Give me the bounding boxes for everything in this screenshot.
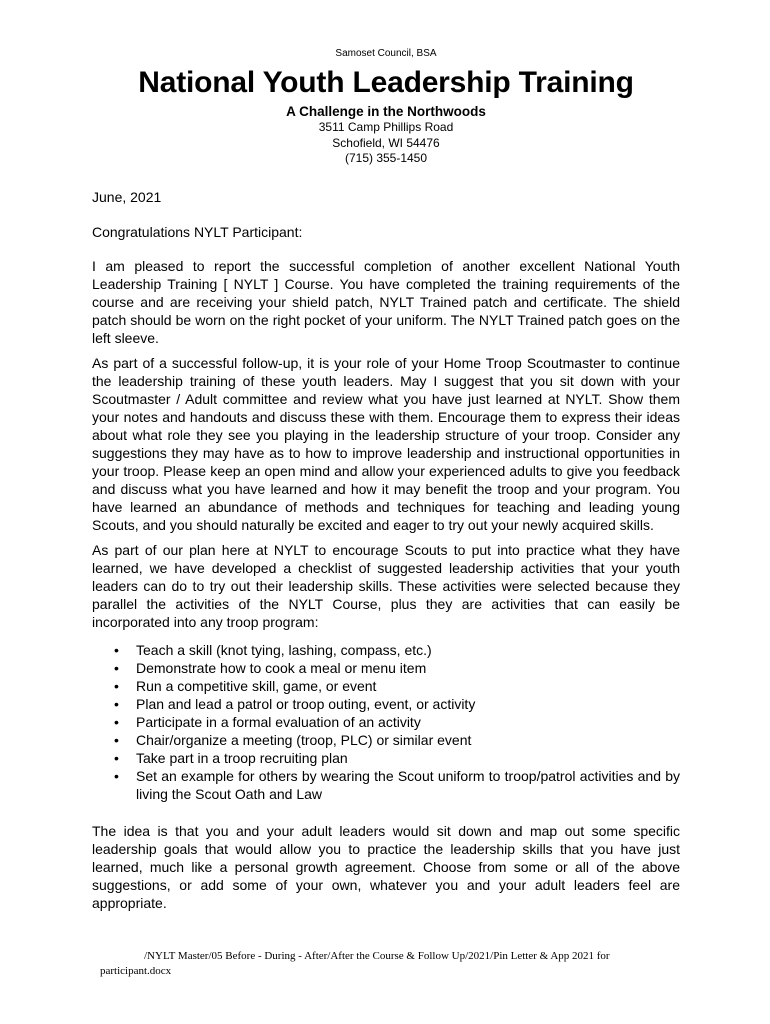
list-item: • Take part in a troop recruiting plan <box>114 749 680 767</box>
paragraph-follow-up: As part of a successful follow-up, it is your role of your Home Troop Scoutmaster to continue the leadership training of these youth leaders. May I suggest that you sit down with your Scoutmaster / Adult committee and review what you have just learned at NYLT. Show them your notes and handouts and discuss these with them. Encourage them to express their ideas about what role they see you playing in the leadership structure of your troop. Consider any suggestions they may have as to how to improve leadership and instructional opportunities in your troop. Please keep an open mind and allow your experienced adults to give you feedback and discuss what you have learned and how it may benefit the troop and your program. You have learned an abundance of methods and techniques for teaching and leading young Scouts, and you should naturally be excited and eager to try out your newly acquired skills. <box>92 354 680 533</box>
activity-list <box>92 641 680 803</box>
file-path-footer: /NYLT Master/05 Before - During - After/After the Course & Follow Up/2021/Pin Letter & App 2021 for participant.docx <box>100 950 610 977</box>
paragraph-goals: The idea is that you and your adult leaders would sit down and map out some specific leadership goals that would allow you to practice the leadership skills that you have just learned, much like a personal growth agreement. Choose from some or all of the above suggestions, or add some of your own, whatever you and your adult leaders feel are appropriate. <box>92 822 680 911</box>
list-item: • Set an example for others by wearing the Scout uniform to troop/patrol activities and by living the Scout Oath and Law <box>114 767 680 803</box>
list-item: • Demonstrate how to cook a meal or menu item <box>114 659 680 677</box>
list-item: • Run a competitive skill, game, or event <box>114 677 680 695</box>
address-line-2: Schofield, WI 54476 <box>332 135 440 150</box>
document-subtitle: A Challenge in the Northwoods <box>286 104 486 119</box>
list-item: • Chair/organize a meeting (troop, PLC) or similar event <box>114 731 680 749</box>
list-item: • Participate in a formal evaluation of an activity <box>114 713 680 731</box>
paragraph-completion: I am pleased to report the successful completion of another excellent National Youth Leadership Training [ NYLT ] Course. You have completed the training requirements of the course and are receiving your shield patch, NYLT Trained patch and certificate. The shield patch should be worn on the right pocket of your uniform. The NYLT Trained patch goes on the left sleeve. <box>92 257 680 346</box>
council-name: Samoset Council, BSA <box>335 48 437 59</box>
phone-number: (715) 355-1450 <box>344 151 428 165</box>
letter-greeting: Congratulations NYLT Participant: <box>92 223 303 240</box>
document-title: National Youth Leadership Training <box>138 66 634 99</box>
list-item: • Plan and lead a patrol or troop outing, event, or activity <box>114 695 680 713</box>
paragraph-plan: As part of our plan here at NYLT to encourage Scouts to put into practice what they have learned, we have developed a checklist of suggested leadership activities that your youth leaders can do to try out their leadership skills. These activities were selected because they parallel the activities of the NYLT Course, plus they are activities that can easily be incorporated into any troop program: <box>92 541 680 630</box>
list-item: • Teach a skill (knot tying, lashing, compass, etc.) <box>114 641 680 659</box>
letter-date: June, 2021 <box>92 188 162 205</box>
address-line-1: 3511 Camp Phillips Road <box>318 120 454 134</box>
